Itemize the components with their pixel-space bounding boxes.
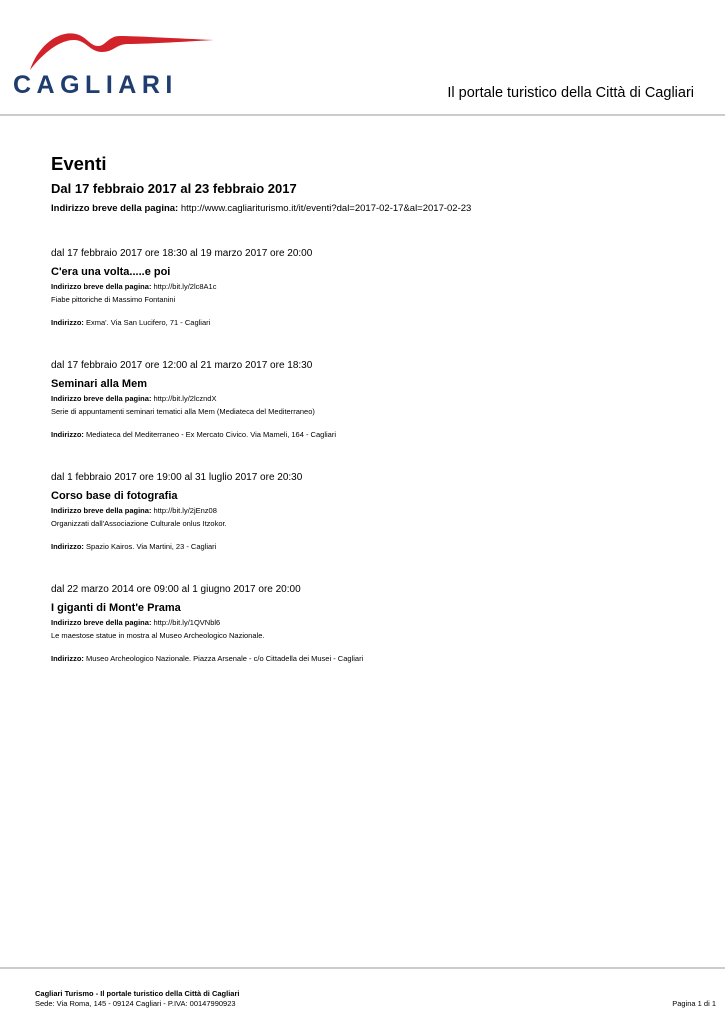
- event-address: [51, 654, 691, 664]
- event-title[interactable]: C'era una volta.....e poi: [51, 266, 171, 278]
- event-address-value: Spazio Kairos. Via Martini, 23 - Cagliari: [86, 542, 217, 551]
- date-range-subtitle: Dal 17 febbraio 2017 al 23 febbraio 2017: [51, 181, 297, 196]
- page-header: [0, 0, 725, 116]
- event-short-url: [51, 618, 691, 628]
- event-link-label: Indirizzo breve della pagina:: [51, 506, 152, 515]
- event-date: dal 17 febbraio 2017 ore 18:30 al 19 marzo 2017 ore 20:00: [51, 248, 313, 259]
- cagliari-logo-swoosh-icon: [28, 26, 218, 72]
- event-address-value: Mediateca del Mediterraneo - Ex Mercato Civico. Via Mameli, 164 - Cagliari: [86, 430, 336, 439]
- event-address-value: Museo Archeologico Nazionale. Piazza Arsenale - c/o Cittadella dei Musei - Cagliari: [86, 654, 364, 663]
- event-address-value: Exma'. Via San Lucifero, 71 - Cagliari: [86, 318, 211, 327]
- page-intro: [51, 150, 691, 215]
- event-item: [51, 359, 691, 440]
- event-short-url: [51, 506, 691, 516]
- event-short-url: [51, 394, 691, 404]
- event-title[interactable]: Corso base di fotografia: [51, 490, 178, 502]
- event-date: dal 1 febbraio 2017 ore 19:00 al 31 luglio 2017 ore 20:30: [51, 472, 303, 483]
- event-title[interactable]: I giganti di Mont'e Prama: [51, 602, 181, 614]
- event-description: Serie di appuntamenti seminari tematici alla Mem (Mediateca del Mediterraneo): [51, 407, 315, 416]
- event-link[interactable]: http://bit.ly/2jEnz08: [153, 506, 217, 515]
- event-item: [51, 583, 691, 664]
- portal-tagline: Il portale turistico della Città di Cagliari: [447, 85, 694, 101]
- event-address: [51, 542, 691, 552]
- page-title: Eventi: [51, 153, 107, 174]
- event-item: [51, 471, 691, 552]
- event-date: dal 17 febbraio 2017 ore 12:00 al 21 marzo 2017 ore 18:30: [51, 360, 313, 371]
- event-link-label: Indirizzo breve della pagina:: [51, 282, 152, 291]
- event-address: [51, 430, 691, 440]
- event-link[interactable]: http://bit.ly/1QVNbl6: [153, 618, 221, 627]
- event-description: Organizzati dall'Associazione Culturale onlus Itzokor.: [51, 519, 227, 528]
- event-description: Le maestose statue in mostra al Museo Archeologico Nazionale.: [51, 631, 265, 640]
- event-link[interactable]: http://bit.ly/2lc8A1c: [153, 282, 217, 291]
- event-address-label: Indirizzo:: [51, 654, 84, 663]
- event-address-label: Indirizzo:: [51, 542, 84, 551]
- event-link-label: Indirizzo breve della pagina:: [51, 618, 152, 627]
- short-url-label: Indirizzo breve della pagina:: [51, 203, 179, 214]
- event-link-label: Indirizzo breve della pagina:: [51, 394, 152, 403]
- event-description: Fiabe pittoriche di Massimo Fontanini: [51, 295, 176, 304]
- page-number: Pagina 1 di 1: [672, 999, 716, 1008]
- footer-organization: Cagliari Turismo - Il portale turistico della Città di Cagliari: [35, 989, 240, 998]
- cagliari-logo-text: CAGLIARI: [13, 71, 178, 99]
- event-title[interactable]: Seminari alla Mem: [51, 378, 147, 390]
- event-item: [51, 247, 691, 328]
- event-address-label: Indirizzo:: [51, 318, 84, 327]
- event-address-label: Indirizzo:: [51, 430, 84, 439]
- footer-address: Sede: Via Roma, 145 - 09124 Cagliari - P.IVA: 00147990923: [35, 999, 236, 1008]
- event-short-url: [51, 282, 691, 292]
- page-short-url: [51, 202, 691, 215]
- event-date: dal 22 marzo 2014 ore 09:00 al 1 giugno 2017 ore 20:00: [51, 584, 301, 595]
- short-url-link[interactable]: http://www.cagliariturismo.it/it/eventi?dal=2017-02-17&al=2017-02-23: [180, 203, 472, 214]
- event-address: [51, 318, 691, 328]
- event-link[interactable]: http://bit.ly/2lczndX: [153, 394, 217, 403]
- footer-divider: [0, 967, 725, 969]
- header-divider: [0, 114, 725, 116]
